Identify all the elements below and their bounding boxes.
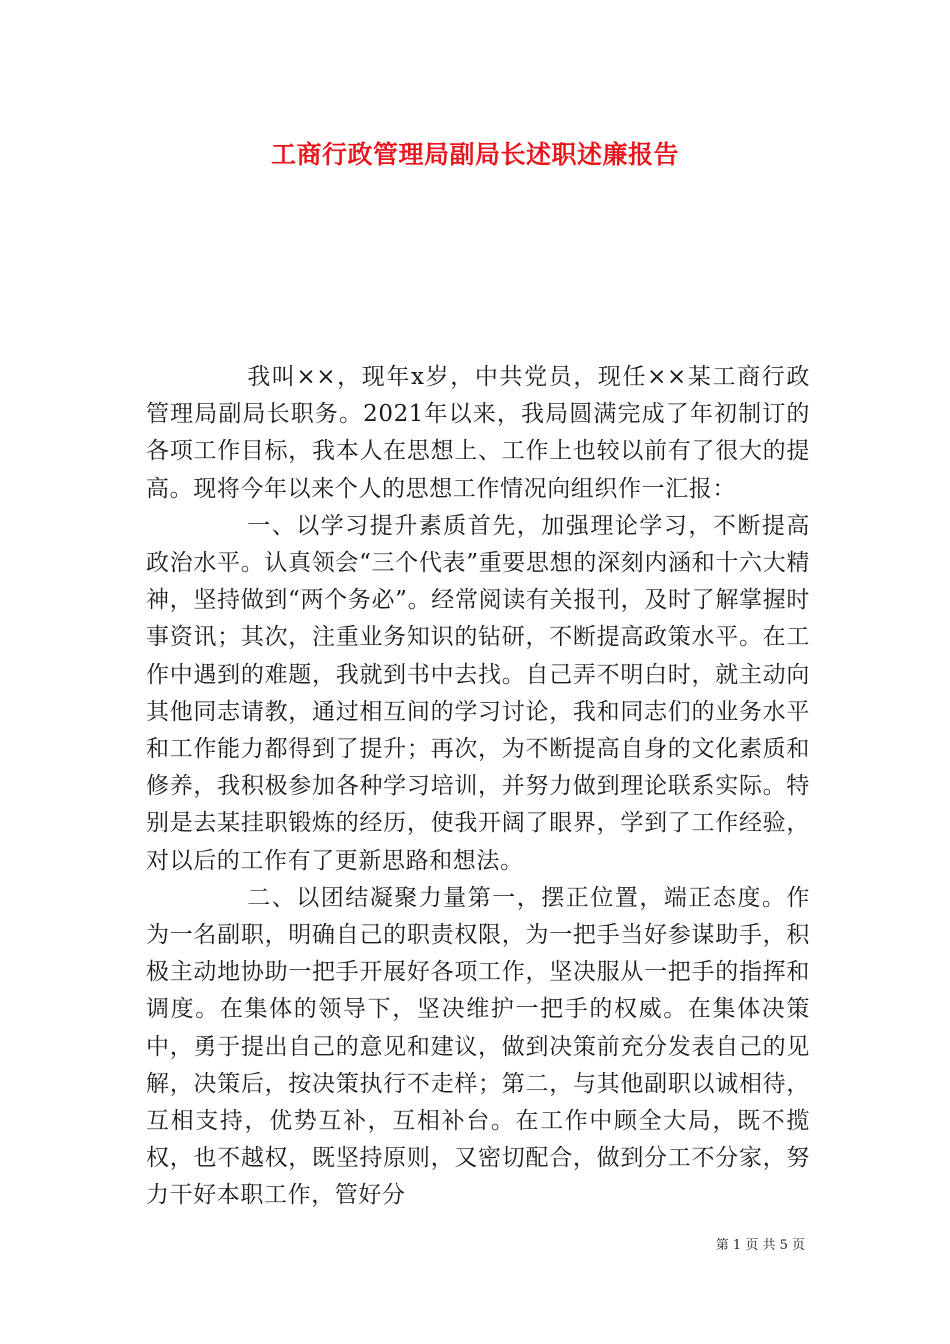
page-number-footer: 第 1 页 共 5 页	[715, 1238, 805, 1253]
paragraph-section-2: 二、以团结凝聚力量第一，摆正位置，端正态度。作为一名副职，明确自己的职责权限，为一把手当好参谋助手，积极主动地协助一把手开展好各项工作，坚决服从一把手的指挥和调度。在集体的领导下，坚决维护一把手的权威。在集体决策中，勇于提出自己的意见和建议，做到决策前充分发表自己的见解，决策后，按决策执行不走样；第二，与其他副职以诚相待，互相支持，优势互补，互相补台。在工作中顾全大局，既不揽权，也不越权，既坚持原则，又密切配合，做到分工不分家，努力干好本职工作，管好分	[146, 884, 810, 1209]
document-title: 工商行政管理局副局长述职述廉报告	[270, 140, 679, 169]
document-body	[146, 359, 810, 1215]
paragraph-section-1: 一、以学习提升素质首先，加强理论学习，不断提高政治水平。认真领会“三个代表”重要思想的深刻内涵和十六大精神，坚持做到“两个务必”。经常阅读有关报刊，及时了解掌握时事资讯；其次，注重业务知识的钻研，不断提高政策水平。在工作中遇到的难题，我就到书中去找。自己弄不明白时，就主动向其他同志请教，通过相互间的学习讨论，我和同志们的业务水平和工作能力都得到了提升；再次，为不断提高自身的文化素质和修养，我积极参加各种学习培训，并努力做到理论联系实际。特别是去某挂职锻炼的经历，使我开阔了眼界，学到了工作经验，对以后的工作有了更新思路和想法。	[146, 512, 810, 874]
paragraph-intro: 我叫××，现年x岁，中共党员，现任××某工商行政管理局副局长职务。2021年以来，我局圆满完成了年初制订的各项工作目标，我本人在思想上、工作上也较以前有了很大的提高。现将今年以来个人的思想工作情况向组织作一汇报：	[146, 364, 810, 502]
